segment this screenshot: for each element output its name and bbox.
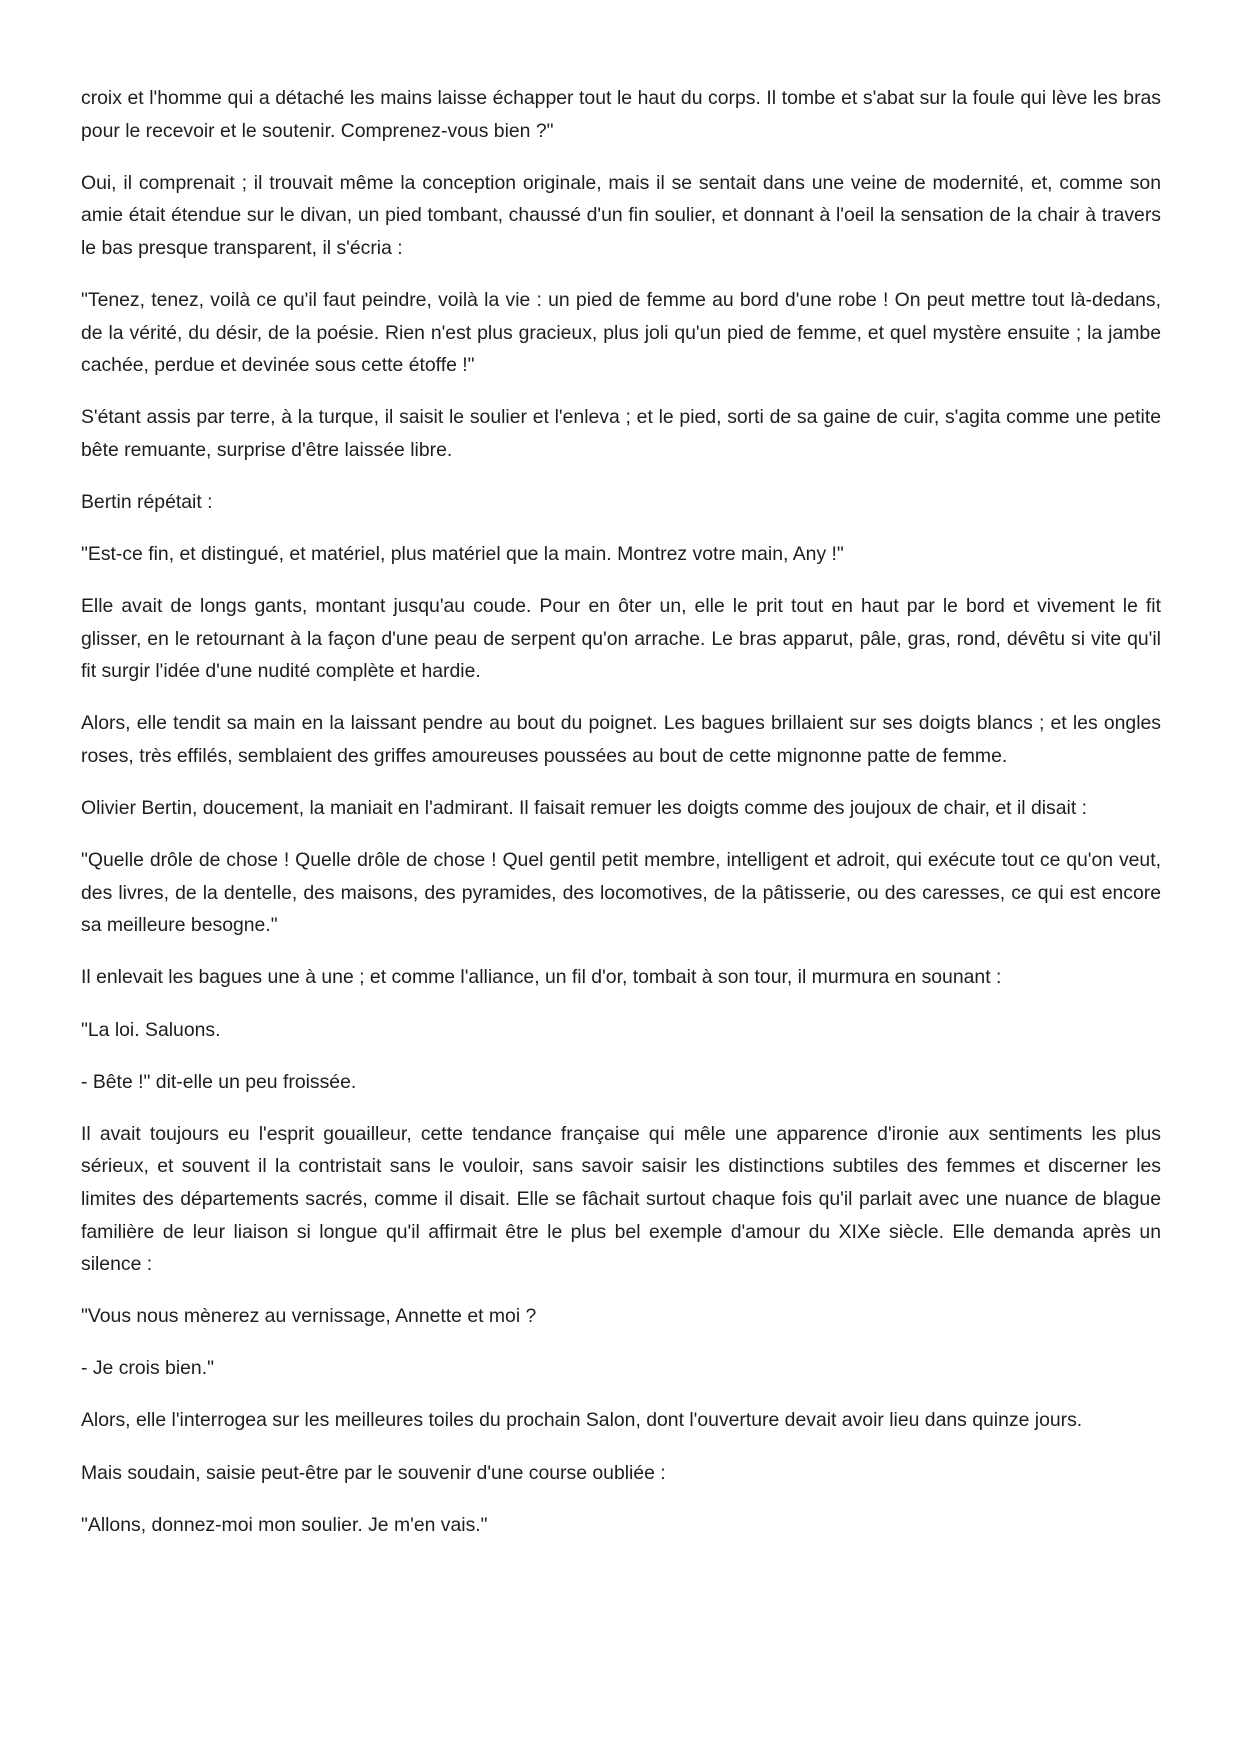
- paragraph: "Allons, donnez-moi mon soulier. Je m'en vais.": [81, 1513, 488, 1536]
- paragraph: Alors, elle l'interrogea sur les meilleures toiles du prochain Salon, dont l'ouverture devait avoir lieu dans quinze jours.: [81, 1409, 1083, 1432]
- paragraph: - Je crois bien.": [81, 1357, 214, 1380]
- paragraph: Bertin répétait :: [81, 490, 213, 513]
- paragraph: Olivier Bertin, doucement, la maniait en l'admirant. Il faisait remuer les doigts comme des joujoux de chair, et il disait :: [81, 797, 1088, 820]
- paragraph: Alors, elle tendit sa main en la laissant pendre au bout du poignet. Les bagues brillaient sur ses doigts blancs ; et les ongles roses, très effilés, semblaient des griffes amoureuses poussées au bout de cette mignonne patte de femme.: [81, 712, 1161, 767]
- paragraph: croix et l'homme qui a détaché les mains laisse échapper tout le haut du corps. Il tombe et s'abat sur la foule qui lève les bras pour le recevoir et le soutenir. Comprenez-vous bien ?": [81, 87, 1161, 142]
- paragraph: S'étant assis par terre, à la turque, il saisit le soulier et l'enleva ; et le pied, sorti de sa gaine de cuir, s'agita comme une petite bête remuante, surprise d'être laissée libre.: [81, 406, 1161, 461]
- paragraph: - Bête !" dit-elle un peu froissée.: [81, 1070, 357, 1093]
- document-page: [81, 82, 1161, 1561]
- paragraph: Mais soudain, saisie peut-être par le souvenir d'une course oubliée :: [81, 1461, 666, 1484]
- paragraph: "Tenez, tenez, voilà ce qu'il faut peindre, voilà la vie : un pied de femme au bord d'une robe ! On peut mettre tout là-dedans, de la vérité, du désir, de la poésie. Rien n'est plus gracieux, plus joli qu'un pied de femme, et quel mystère ensuite ; la jambe cachée, perdue et devinée sous cette étoffe !": [81, 288, 1161, 377]
- paragraph: "La loi. Saluons.: [81, 1018, 221, 1041]
- paragraph: Oui, il comprenait ; il trouvait même la conception originale, mais il se sentait dans une veine de modernité, et, comme son amie était étendue sur le divan, un pied tombant, chaussé d'un fin soulier, et donnant à l'oeil la sensation de la chair à travers le bas presque transparent, il s'écria :: [81, 171, 1161, 259]
- paragraph: Il avait toujours eu l'esprit gouailleur, cette tendance française qui mêle une apparence d'ironie aux sentiments les plus sérieux, et souvent il la contristait sans le vouloir, sans savoir saisir les distinctions subtiles des femmes et discerner les limites des départements sacrés, comme il disait. Elle se fâchait surtout chaque fois qu'il parlait avec une nuance de blague familière de leur liaison si longue qu'il affirmait être le plus bel exemple d'amour du XIXe siècle. Elle demanda après un silence :: [81, 1122, 1161, 1276]
- paragraph: Elle avait de longs gants, montant jusqu'au coude. Pour en ôter un, elle le prit tout en haut par le bord et vivement le fit glisser, en le retournant à la façon d'une peau de serpent qu'on arrache. Le bras apparut, pâle, gras, rond, dévêtu si vite qu'il fit surgir l'idée d'une nudité complète et hardie.: [81, 595, 1161, 683]
- paragraph: "Quelle drôle de chose ! Quelle drôle de chose ! Quel gentil petit membre, intelligent et adroit, qui exécute tout ce qu'on veut, des livres, de la dentelle, des maisons, des pyramides, des locomotives, de la pâtisserie, ou des caresses, ce qui est encore sa meilleure besogne.": [81, 849, 1161, 937]
- paragraph: Il enlevait les bagues une à une ; et comme l'alliance, un fil d'or, tombait à son tour, il murmura en sounant :: [81, 966, 1002, 989]
- paragraph: "Vous nous mènerez au vernissage, Annette et moi ?: [81, 1305, 537, 1328]
- paragraph: "Est-ce fin, et distingué, et matériel, plus matériel que la main. Montrez votre main, Any !": [81, 543, 844, 566]
